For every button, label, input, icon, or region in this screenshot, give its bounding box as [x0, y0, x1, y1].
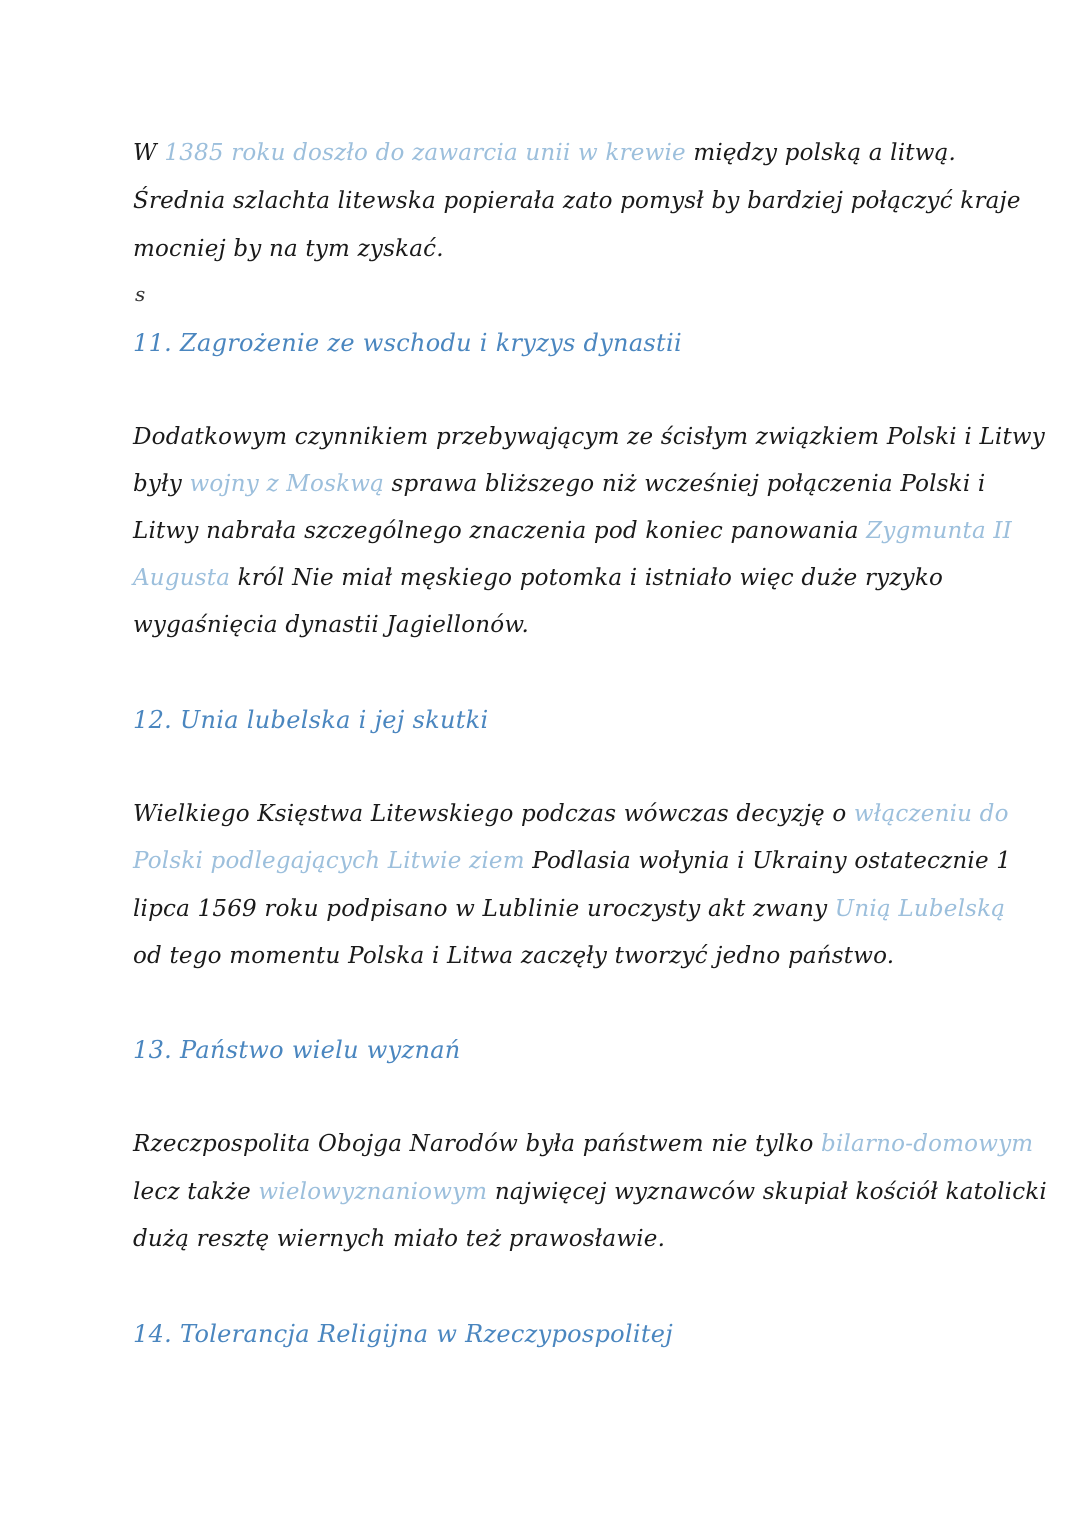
highlighted-term: Polski podlegających Litwie ziem [133, 848, 525, 874]
highlighted-term: włączeniu do [853, 801, 1009, 827]
paragraph-3-line-2 [133, 846, 1011, 876]
paragraph-1-line-2: Średnia szlachta litewska popierała zato pomysł by bardziej połączyć kraje [133, 188, 1021, 214]
heading-14: 14. Tolerancja Religijna w Rzeczypospolitej [133, 1320, 674, 1348]
highlighted-term: Augusta [133, 565, 231, 591]
paragraph-1-line-3: mocniej by na tym zyskać. [133, 236, 444, 262]
text-segment: Rzeczpospolita Obojga Narodów była państwem nie tylko [133, 1131, 822, 1157]
text-segment: W [133, 140, 165, 166]
highlighted-term: 1385 roku doszło do zawarcia unii w krewie [164, 140, 686, 166]
paragraph-2-line-2 [133, 469, 985, 499]
text-segment: Litwy nabrała szczególnego znaczenia pod koniec panowania [133, 518, 867, 544]
text-segment: najwięcej wyznawców skupiał kościół katolicki [487, 1179, 1047, 1205]
paragraph-3-line-4: od tego momentu Polska i Litwa zaczęły tworzyć jedno państwo. [133, 943, 895, 969]
paragraph-2-line-4 [133, 563, 943, 593]
text-segment: były [133, 471, 190, 497]
text-segment: lecz także [133, 1179, 259, 1205]
highlighted-term: Unią Lubelską [834, 896, 1006, 922]
heading-11: 11. Zagrożenie ze wschodu i kryzys dynastii [133, 329, 682, 357]
paragraph-2-line-3 [133, 516, 1012, 546]
paragraph-2-line-5: wygaśnięcia dynastii Jagiellonów. [133, 612, 529, 638]
highlighted-term: wojny z Moskwą [189, 471, 385, 497]
heading-12: 12. Unia lubelska i jej skutki [133, 706, 489, 734]
stray-mark: s [135, 282, 146, 306]
paragraph-4-line-1 [133, 1129, 1033, 1159]
paragraph-3-line-3 [133, 894, 1005, 924]
paragraph-4-line-3: dużą resztę wiernych miało też prawosławie. [133, 1226, 666, 1252]
paragraph-2-line-1: Dodatkowym czynnikiem przebywającym ze ścisłym związkiem Polski i Litwy [133, 424, 1045, 450]
text-segment: lipca 1569 roku podpisano w Lublinie uroczysty akt zwany [133, 896, 835, 922]
highlighted-term: bilarno-domowym [821, 1131, 1034, 1157]
paragraph-1-line-1 [133, 138, 956, 168]
paragraph-3-line-1 [133, 799, 1009, 829]
text-segment: między polską a litwą. [685, 140, 957, 166]
paragraph-4-line-2 [133, 1177, 1047, 1207]
text-segment: król Nie miał męskiego potomka i istniało więc duże ryzyko [230, 565, 944, 591]
text-segment: Podlasia wołynia i Ukrainy ostatecznie 1 [524, 848, 1012, 874]
highlighted-term: wielowyznaniowym [258, 1179, 488, 1205]
highlighted-term: Zygmunta II [866, 518, 1012, 544]
text-segment: sprawa bliższego niż wcześniej połączenia Polski i [384, 471, 986, 497]
heading-13: 13. Państwo wielu wyznań [133, 1036, 461, 1064]
text-segment: Wielkiego Księstwa Litewskiego podczas wówczas decyzję o [133, 801, 854, 827]
